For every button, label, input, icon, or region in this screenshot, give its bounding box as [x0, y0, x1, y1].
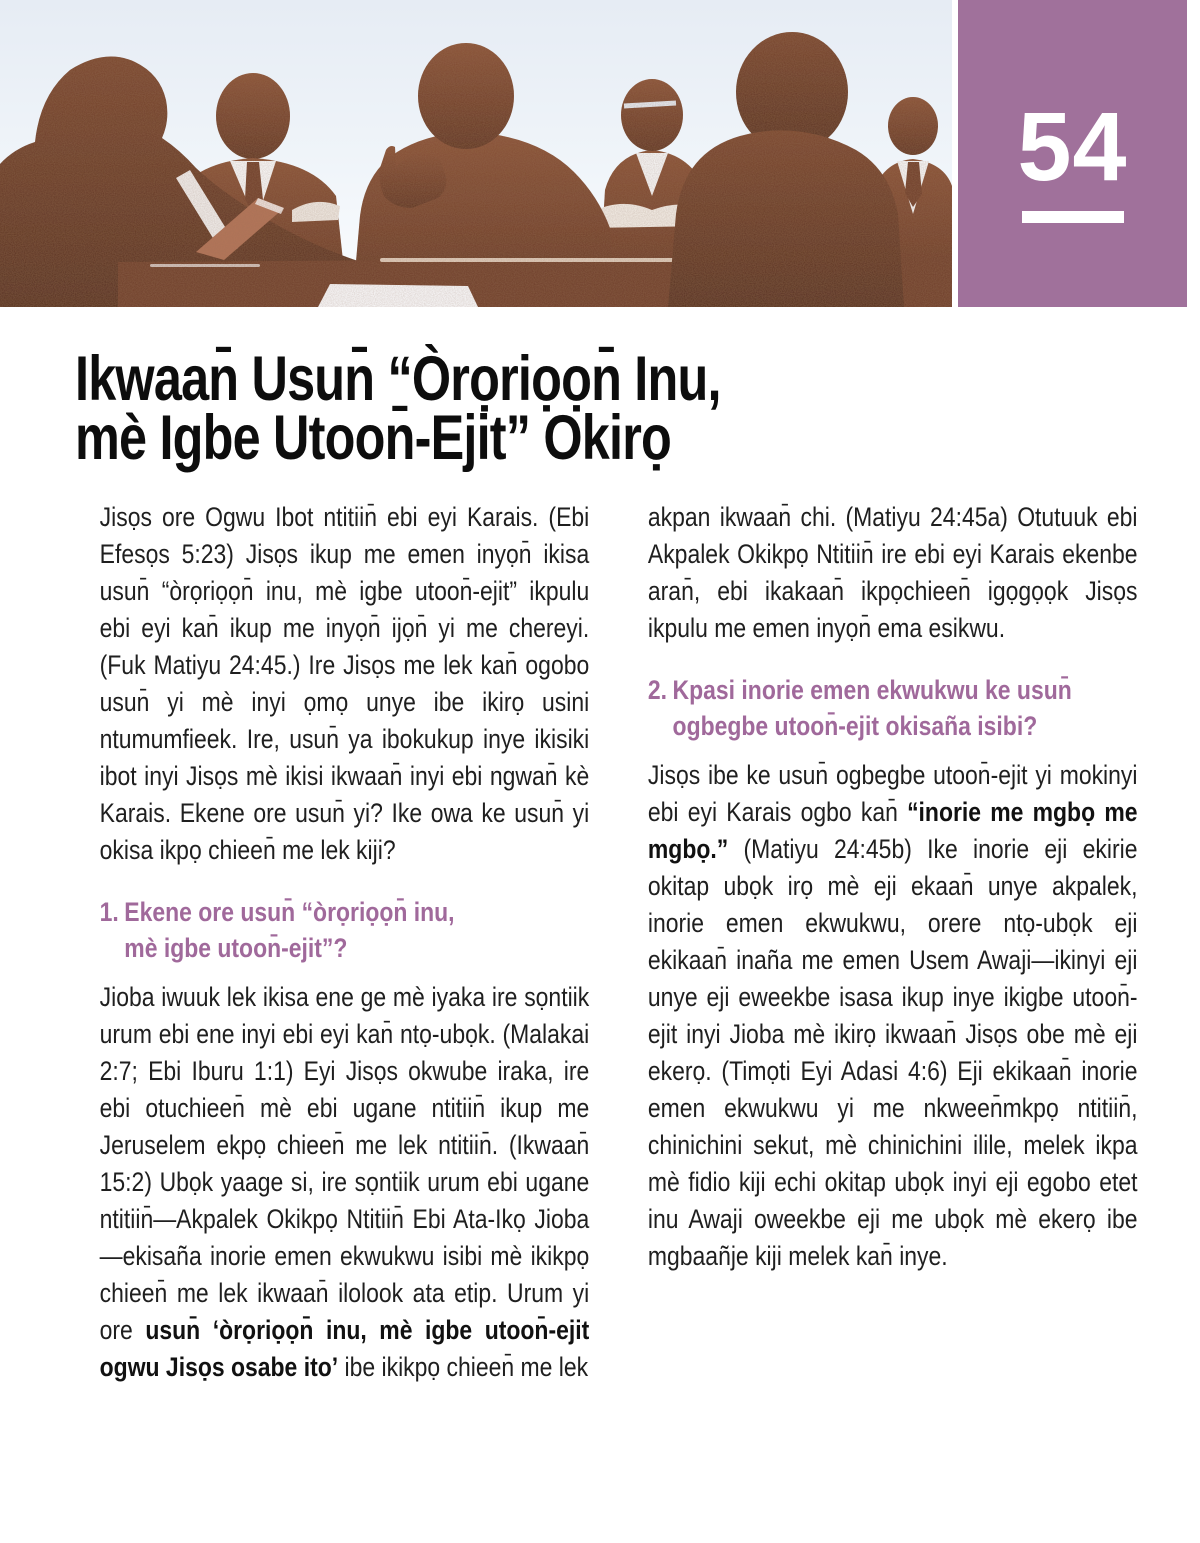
chapter-number-block: [958, 0, 1187, 307]
chapter-number-underline: [1022, 211, 1124, 223]
question-heading-line: Ekene ore usun̄ “òrọriọọn̄ inu,: [124, 897, 455, 927]
article-columns: [75, 499, 1138, 1386]
text-segment: Jisọs ibe ke usun̄ ogbegbe utoon̄-ejit yi mokinyi ebi eyi Karais ogbo kan̄: [647, 760, 1138, 827]
article-title: [75, 344, 975, 473]
text-segment: Jioba iwuuk lek ikisa ene ge mè iyaka ire sọntiik urum ebi ene inyi ebi eyi kan̄ ntọ-ubọk. (Malakai 2:7; Ebi Iburu 1:1) Eyi Jisọs okwube iraka, ire ebi otuchieen̄ mè ebi ugane ntitiin̄ ikup me Jeruselem ekpọ chieen̄ me lek ntitiin̄. (Ikwaan̄ 15:2) Ubọk yaage si, ire sọntiik urum ebi ugane ntitiin̄—Akpalek Okikpọ Ntitiin̄ Ebi Ata-Ikọ Jioba—ekisaña inorie emen ekwukwu isibi mè ikikpọ chieen̄ me lek ikwaan̄ ilolook ata etip. Urum yi ore: [99, 982, 590, 1345]
article-column-right: [623, 499, 1137, 1386]
body-paragraph: [648, 757, 1138, 1275]
text-segment: Jisọs ore Ogwu Ibot ntitiin̄ ebi eyi Karais. (Ebi Efesọs 5:23) Jisọs ikup me emen inyọn̄ ikisa usun̄ “òrọriọọn̄ inu, mè igbe utoon̄-ejit” ikpulu ebi eyi kan̄ ikup me inyọn̄ ijọn̄ yi me chereyi. (Fuk Matiyu 24:45.) Ire Jisọs me lek kan̄ ogobo usun̄ yi mè inyi ọmọ unye ibe ikirọ usini ntumumfieek. Ire, usun̄ ya ibokukup inye ikisiki ibot inyi Jisọs mè ikisi ikwaan̄ inyi ebi ngwan̄ kè Karais. Ekene ore usun̄ yi? Ike owa ke usun̄ yi okisa ikpọ chieen̄ me lek kiji?: [99, 502, 590, 865]
text-segment: ibe ikikpọ chieen̄ me lek: [338, 1352, 589, 1382]
question-heading-line: Kpasi inorie emen ekwukwu ke usun̄: [672, 675, 1072, 705]
question-heading-line: mè igbe utoon̄-ejit”?: [124, 933, 348, 963]
article-title-line-1: Ikwaan̄ Usun̄ “Òrọriọọn̄ Inu,: [75, 344, 721, 414]
question-heading: [648, 672, 1138, 744]
silhouette-figures: [0, 32, 952, 307]
text-segment: (Matiyu 24:45b) Ike inorie eji ekirie okitap ubọk irọ mè eji ekaan̄ unye akpalek, inorie emen ekwukwu, orere ntọ-ubọk eji ekikaan̄ inaña me emen Usem Awaji—ikinyi eji unye eji eweekbe isasa ikup inye ikigbe utoon̄-ejit inyi Jioba mè ikirọ ikwaan̄ Jisọs obe mè eji ekerọ. (Timọti Eyi Adasi 4:6) Eji ekikaan̄ inorie emen ekwukwu yi me nkween̄mkpọ ntitiin̄, chinichini sekut, mè chinichini ilile, melek ikpa mè fidio kiji echi okitap ubọk inyi eji egobo etet inu Awaji oweekbe eji me ubọk mè ekerọ ibe mgbaañje kiji melek kan̄ inye.: [647, 834, 1138, 1271]
bold-phrase: “inorie me mgbọ me mgbọ.”: [647, 797, 1138, 864]
text-segment: akpan ikwaan̄ chi. (Matiyu 24:45a) Otutuuk ebi Akpalek Okikpọ Ntitiin̄ ire ebi eyi Karais ekenbe aran̄, ebi ikakaan̄ ikpọchieen̄ igọgọọk Jisọs ikpulu me emen inyọn̄ ema esikwu.: [647, 502, 1138, 643]
question-number: 2.: [647, 675, 668, 705]
question-number: 1.: [99, 897, 119, 927]
article-column-left: [75, 499, 589, 1386]
body-paragraph: [100, 499, 590, 869]
hero-illustration: [0, 0, 952, 307]
bold-phrase: usun̄ ‘òrọriọọn̄ inu, mè igbe utoon̄-ejit ogwu Jisọs osabe ito’: [99, 1315, 590, 1382]
article-title-line-2: mè Igbe Utoon̄-Ejit” Okirọ: [75, 403, 672, 473]
meeting-silhouettes-illustration: [0, 0, 952, 307]
question-heading: [100, 894, 590, 966]
question-heading-line: ogbegbe utoon̄-ejit okisaña isibi?: [672, 711, 1038, 741]
body-paragraph: [100, 979, 590, 1386]
body-paragraph: [648, 499, 1138, 647]
chapter-number: 54: [1017, 92, 1128, 201]
